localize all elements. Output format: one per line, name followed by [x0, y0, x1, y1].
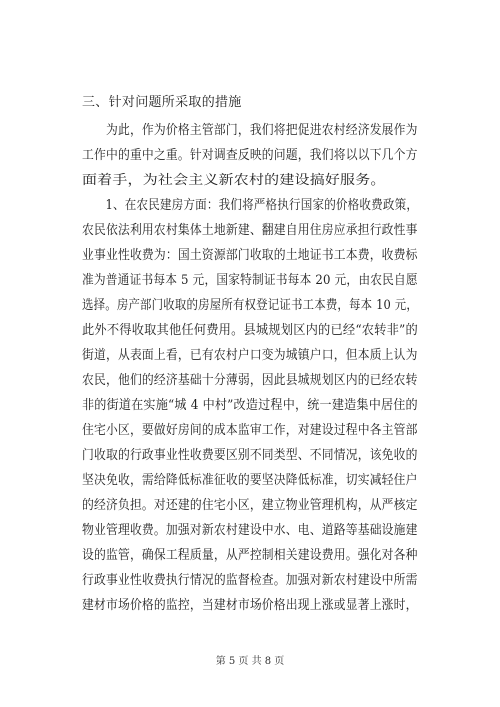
body-line: 建材市场价格的监控，当建材市场价格出现上涨或显著上涨时， — [82, 598, 418, 613]
body-line: 的经济负担。对还建的住宅小区，建立物业管理机构，从严核定 — [82, 498, 418, 513]
body-line: 行政事业性收费执行情况的监督检查。加强对新农村建设中所需 — [82, 573, 418, 588]
body-line: 住宅小区，要做好房间的成本监审工作，对建设过程中各主管部 — [82, 423, 418, 438]
body-line: 业事业性收费为：国土资源部门收取的土地证书工本费，收费标 — [82, 248, 418, 263]
body-line: 街道，从表面上看，已有农村户口变为城镇户口，但本质上认为 — [82, 348, 418, 363]
body-line: 坚决免收，需给降低标准征收的要坚决降低标准，切实减轻住户 — [82, 473, 418, 488]
body-line: 设的监管，确保工程质量，从严控制相关建设费用。强化对各种 — [82, 548, 418, 563]
section-heading: 三、针对问题所采取的措施 — [82, 95, 242, 110]
body-line: 面着手，为社会主义新农村的建设搞好服务。 — [82, 173, 386, 188]
body-line: 门收取的行政事业性收费要区别不同类型、不同情况，该免收的 — [82, 448, 418, 463]
body-line: 农民，他们的经济基础十分薄弱，因此县城规划区内的已经农转 — [82, 373, 418, 388]
body-line: 工作中的重中之重。针对调查反映的问题，我们将以以下几个方 — [82, 148, 418, 163]
body-line: 1、在农民建房方面：我们将严格执行国家的价格收费政策， — [82, 198, 419, 213]
body-line: 此外不得收取其他任何费用。县城规划区内的已经“农转非”的 — [82, 323, 418, 338]
body-line: 准为普通证书每本 5 元，国家特制证书每本 20 元，由农民自愿 — [82, 273, 418, 288]
body-line: 农民依法利用农村集体土地新建、翻建自用住房应承担行政性事 — [82, 223, 418, 238]
body-line: 为此，作为价格主管部门，我们将把促进农村经济发展作为 — [82, 123, 418, 138]
body-line: 非的街道在实施“城 4 中村”改造过程中，统一建造集中居住的 — [82, 398, 418, 413]
body-line: 物业管理收费。加强对新农村建设中水、电、道路等基础设施建 — [82, 523, 418, 538]
body-line: 选择。房产部门收取的房屋所有权登记证书工本费，每本 10 元， — [82, 298, 419, 313]
page-footer: 第 5 页 共 8 页 — [215, 656, 285, 667]
